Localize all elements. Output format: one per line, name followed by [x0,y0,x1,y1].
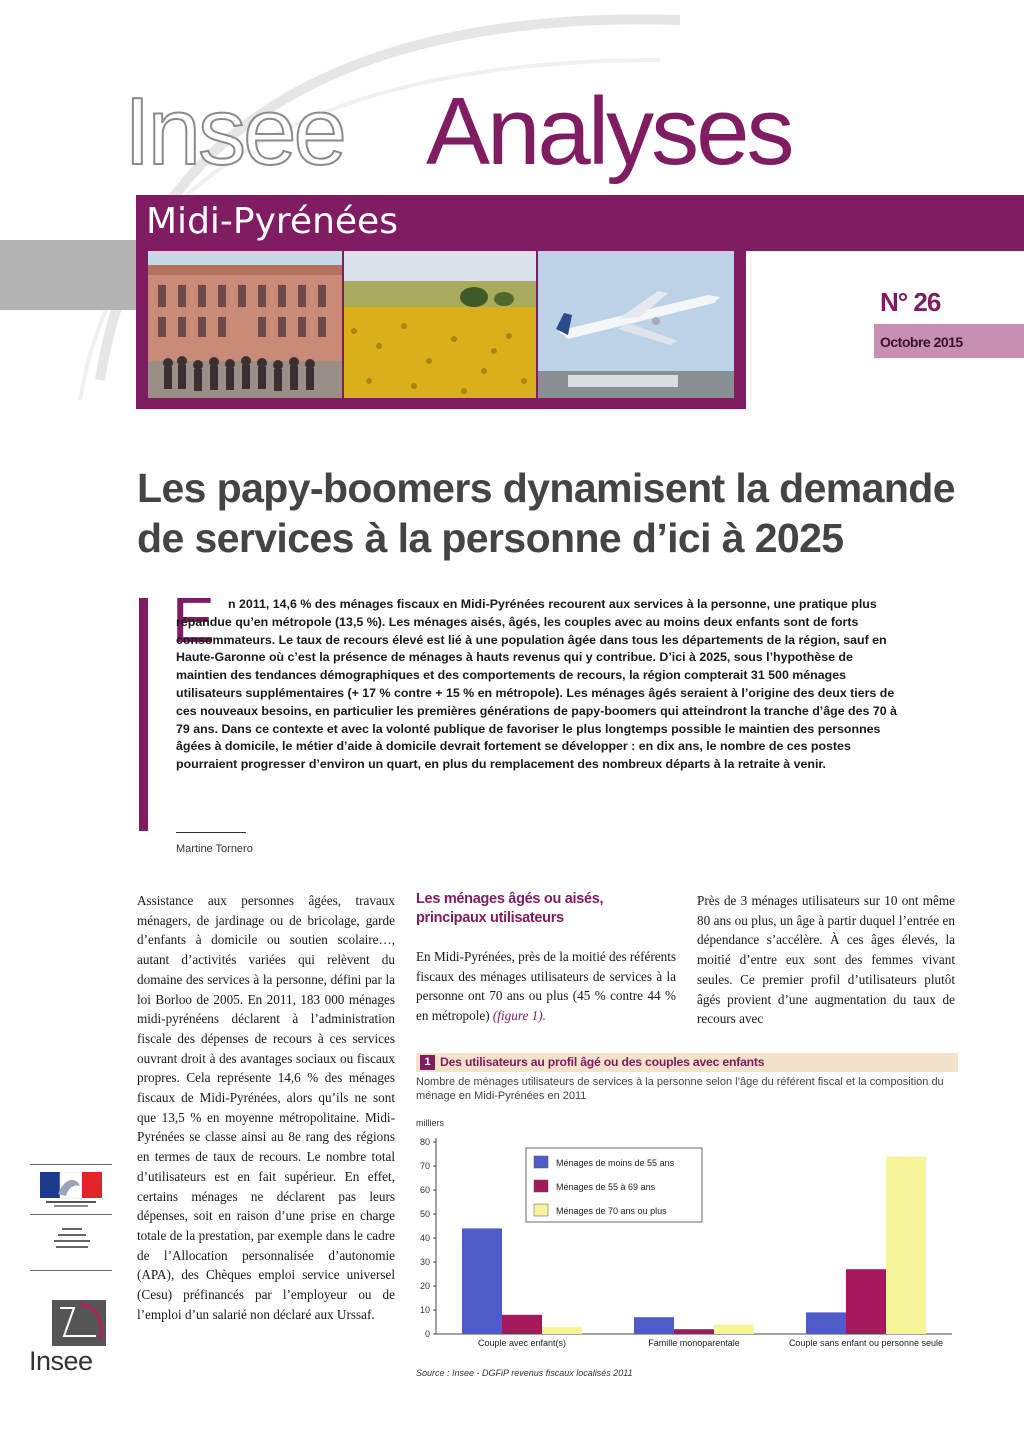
airplane-photo [538,251,734,398]
figure-source: Source : Insee - DGFiP revenus fiscaux localisés 2011 [416,1368,633,1378]
figure-subtitle: Nombre de ménages utilisateurs de services à la personne selon l’âge du référent fiscal et la composition du ménage en Midi-Pyrénées en 2011 [416,1076,944,1102]
brand-insee: Insee [124,78,344,185]
x-tick-label: Couple sans enfant ou personne seule [788,1338,944,1348]
logo-rule-bottom [30,1270,112,1271]
insee-logo-text: Insee [29,1346,93,1376]
logo-rule-middle [30,1214,112,1215]
building-photo [148,251,342,398]
author-name: Martine Tornero [176,843,253,855]
legend-swatch [534,1156,548,1168]
marianne-logo [40,1172,102,1208]
y-axis-label: milliers [416,1118,444,1128]
abstract-text: n 2011, 14,6 % des ménages fiscaux en Midi-Pyrénées recourent aux services à la personne, une pratique plus répandue qu’en métropole (13,5 %). Les ménages aisés, âgés, les couples avec au moins deux enfants sont de forts consommateurs. Le taux de recours élevé est lié à une population âgée dans tous les départements de la région, sauf en Haute-Garonne où c’est la présence de ménages à hauts revenus qui y contribue. D’ici à 2025, sous l’hypothèse de maintien des tendances démographiques et des comportements de recours, la région compterait 31 500 ménages utilisateurs supplémentaires (+ 17 % contre + 15 % en métropole). Les ménages âgés seraient à l’origine des deux tiers de ces nouveaux besoins, en particulier les premières générations de papy-boomers qui atteindront la tranche d’âge des 70 à 79 ans. Dans ce contexte et avec la volonté publique de favoriser le plus longtemps possible le maintien des personnes âgées à domicile, le métier d’aide à domicile devrait fortement se développer : en dix ans, le nombre de ces postes pourraient progresser d’environ un quart, en plus du remplacement des nombreux départs à la retraite à venir. [176,597,897,772]
y-tick-label: 20 [419,1281,430,1291]
bar [886,1156,926,1334]
ministry-logo [34,1226,110,1256]
y-tick-label: 50 [419,1209,430,1219]
y-tick-label: 80 [419,1137,430,1147]
figure-title: Des utilisateurs au profil âgé ou des couples avec enfants [440,1055,765,1069]
figure-number: 1 [420,1055,435,1070]
body-column-3: Près de 3 ménages utilisateurs sur 10 ont même 80 ans ou plus, un âge à partir duquel l’entrée en dépendance s’accélère. À ces âges élevés, la moitié d’entre eux sont des femmes vivant seules. Ce premier profil d’utilisateurs plutôt âgés provient d’une augmentation du taux de recours avec [697,893,955,1027]
author-rule [176,832,246,833]
figure-reference-link[interactable]: (figure 1). [492,1008,546,1024]
region-name: Midi-Pyrénées [146,201,398,242]
legend-label: Ménages de moins de 55 ans [556,1158,675,1168]
legend-label: Ménages de 55 à 69 ans [556,1182,656,1192]
grey-band [0,240,140,310]
sunflower-field-photo [344,251,536,398]
insee-logo-icon [50,1296,108,1352]
bar [634,1317,674,1334]
brand-analyses: Analyses [426,78,792,185]
y-tick-label: 30 [419,1257,430,1267]
bar [846,1269,886,1334]
y-tick-label: 10 [419,1305,430,1315]
legend-swatch [534,1180,548,1192]
article-title: Les papy-boomers dynamisent la demande de services à la personne d’ici à 2025 [137,465,955,561]
legend-label: Ménages de 70 ans ou plus [556,1206,667,1216]
bar [542,1327,582,1334]
section-heading: Les ménages âgés ou aisés, principaux utilisateurs [416,891,604,926]
abstract-bar [139,598,148,831]
logo-rule-top [30,1164,112,1165]
bar [714,1324,754,1334]
bar [502,1315,542,1334]
masthead [0,0,1024,420]
issue-date: Octobre 2015 [880,334,963,350]
body-column-2-text: En Midi-Pyrénées, près de la moitié des référents fiscaux des ménages utilisateurs de services à la personne ont 70 ans ou plus (45 % contre 44 % en métropole) [416,949,677,1024]
bar [806,1312,846,1334]
y-tick-label: 70 [419,1161,430,1171]
y-tick-label: 60 [419,1185,430,1195]
y-tick-label: 40 [419,1233,430,1243]
x-tick-label: Famille monoparentale [648,1338,740,1348]
abstract-dropcap: E [172,584,215,656]
legend-swatch [534,1204,548,1216]
issue-number: N° 26 [880,287,941,317]
bar [674,1329,714,1334]
bar [462,1228,502,1334]
bar-chart [410,1112,958,1362]
body-column-2 [416,947,676,1026]
body-column-1: Assistance aux personnes âgées, travaux ménagers, de jardinage ou de bricolage, garde d’enfants à domicile ou soutien scolaire…, autant d’activités variées qui relèvent du domaine des services à la personne, défini par la loi Borloo de 2005. En 2011, 183 000 ménages midi-pyrénéens déclarent à l’administration fiscale des dépenses de recours à ces services ouvrant droit à des avantages sociaux ou fiscaux propres. Cela représente 14,6 % des ménages fiscaux de Midi-Pyrénées, alors qu’ils ne sont que 13,5 % en moyenne métropolitaine. Midi-Pyrénées se classe ainsi au 8e rang des régions en termes de taux de recours. Le nombre total d’utilisateurs est en fait supérieur. En effet, certains ménages ne déclarent pas leurs dépenses, soit en raison d’une prise en charge totale de la prestation, par exemple dans le cadre de l’Allocation personnalisée d’autonomie (APA), des Chèques emploi service universel (Cesu) préfinancés par l’employeur ou de l’emploi d’un salarié non déclaré aux Urssaf. [137,893,395,1322]
x-tick-label: Couple avec enfant(s) [477,1338,567,1348]
y-tick-label: 0 [424,1329,430,1339]
